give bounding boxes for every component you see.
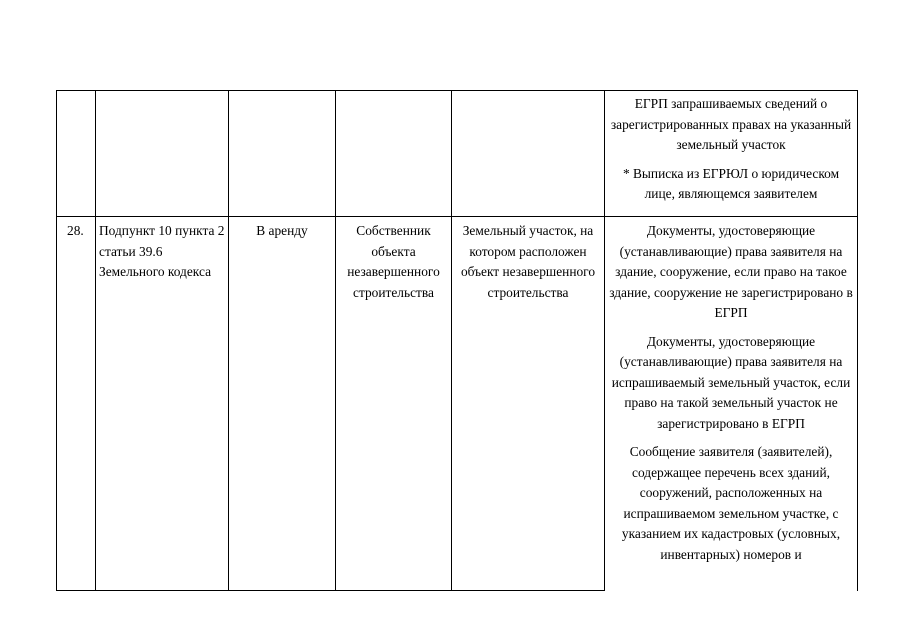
cell-land-plot (452, 91, 605, 217)
document-item: Документы, удостоверяющие (устанавливающие) права заявителя на здание, сооружение, если право на такое здание, сооружение не зарегистрировано в ЕГРП (609, 223, 853, 320)
table-row (57, 91, 858, 217)
legal-basis: Подпункт 10 пункта 2 статьи 39.6 Земельного кодекса (96, 217, 229, 591)
document-item: * Выписка из ЕГРЮЛ о юридическом лице, являющемся заявителем (622, 165, 840, 201)
cell-applicant (336, 91, 452, 217)
cell-documents (605, 91, 858, 217)
applicant: Собственник объекта незавершенного строительства (336, 217, 452, 591)
document-item: ЕГРП запрашиваемых сведений о зарегистрированных правах на указанный земельный участок (610, 96, 852, 152)
cell-right-type (229, 91, 336, 217)
land-plot: Земельный участок, на котором расположен объект незавершенного строительства (452, 217, 605, 591)
cell-number (57, 91, 96, 217)
cell-basis (96, 91, 229, 217)
cell-documents (605, 217, 858, 591)
right-type: В аренду (229, 217, 336, 591)
row-number: 28. (57, 217, 96, 591)
land-documents-table (56, 90, 858, 591)
table-row (57, 217, 858, 591)
document-item: Документы, удостоверяющие (устанавливающие) права заявителя на испрашиваемый земельный участок, если право на такой земельный участок не зарегистрировано в ЕГРП (611, 333, 851, 431)
document-item: Сообщение заявителя (заявителей), содержащее перечень всех зданий, сооружений, расположенных на испрашиваемом земельном участке, с указанием их кадастровых (условных, инвентарных) номеров и (621, 444, 841, 562)
